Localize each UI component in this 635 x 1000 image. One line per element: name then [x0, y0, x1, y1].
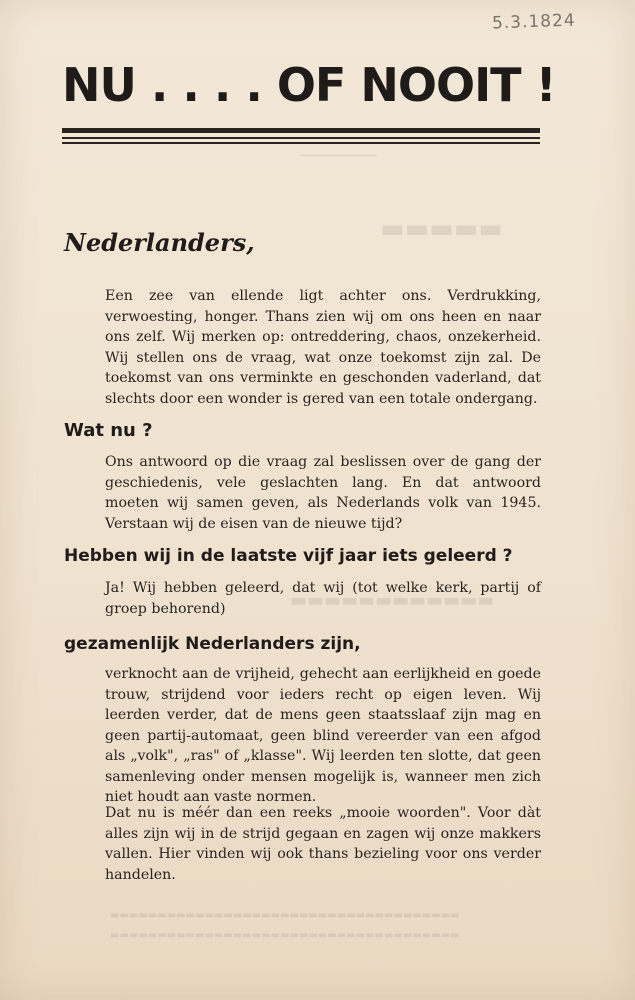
paragraph-text: verknocht aan de vrijheid, gehecht aan eerlijkheid en goede trouw, strijdend voor ieders recht op eigen leven. Wij leerden verder, dat de mens geen staatsslaaf zijn mag en geen partij-automaat, geen blind vereerder van een afgod als „volk", „ras" of „klasse". Wij leerden ten slotte, dat geen samenleving onder mensen mogelijk is, wanneer men zich niet houdt aan vaste normen.: [105, 666, 541, 805]
paragraph-5: [105, 803, 541, 885]
headline-rule-thin: [62, 137, 540, 139]
paragraph-text: Een zee van ellende ligt achter ons. Verdrukking, verwoesting, honger. Thans zien wij om ons heen en naar ons zelf. Wij merken op: ontreddering, chaos, onzekerheid. Wij stellen ons de vraag, wat onze toekomst zijn zal. De toekomst van ons verminkte en geschonden vaderland, dat slechts door een wonder is gered van een totale ondergang.: [105, 288, 541, 407]
salutation: Nederlanders,: [64, 228, 255, 257]
paragraph-4: [105, 664, 541, 808]
paragraph-text: Dat nu is méér dan een reeks „mooie woorden". Voor dàt alles zijn wij in de strijd gegaan en zagen wij onze makkers vallen. Hier vinden wij ook thans bezieling voor ons verder handelen.: [105, 805, 541, 883]
paragraph-text: Ja! Wij hebben geleerd, dat wij (tot welke kerk, partij of groep behorend): [105, 580, 541, 617]
paragraph-text: Ons antwoord op die vraag zal beslissen over de gang der geschiedenis, vele geslachten lang. En dat antwoord moeten wij samen geven, als Nederlands volk van 1945. Verstaan wij de eisen van de nieuwe tijd?: [105, 454, 541, 532]
section-heading-2: Hebben wij in de laatste vijf jaar iets geleerd ?: [64, 546, 513, 566]
headline-rule-thin: [62, 142, 540, 144]
paragraph-3: [105, 578, 541, 619]
section-heading-3: gezamenlijk Nederlanders zijn,: [64, 634, 361, 654]
paragraph-1: [105, 286, 541, 409]
show-through-text: ──────── ▬▬▬▬▬ ▬▬▬▬▬▬▬▬▬▬▬▬ ▬▬▬▬▬▬▬▬▬▬▬▬▬▬▬▬▬▬▬▬▬▬▬▬▬▬▬▬▬▬▬▬▬▬▬▬▬ ▬▬▬▬▬▬▬▬▬▬▬▬▬▬▬▬▬▬▬▬▬▬▬▬▬▬▬▬▬▬▬▬▬▬▬▬▬: [110, 146, 503, 941]
archive-pencil-note: 5.3.1824: [491, 10, 577, 34]
paragraph-2: [105, 452, 541, 534]
headline: NU . . . . OF NOOIT !: [62, 58, 556, 112]
section-heading-1: Wat nu ?: [64, 420, 153, 441]
headline-rule-thick: [62, 128, 540, 133]
